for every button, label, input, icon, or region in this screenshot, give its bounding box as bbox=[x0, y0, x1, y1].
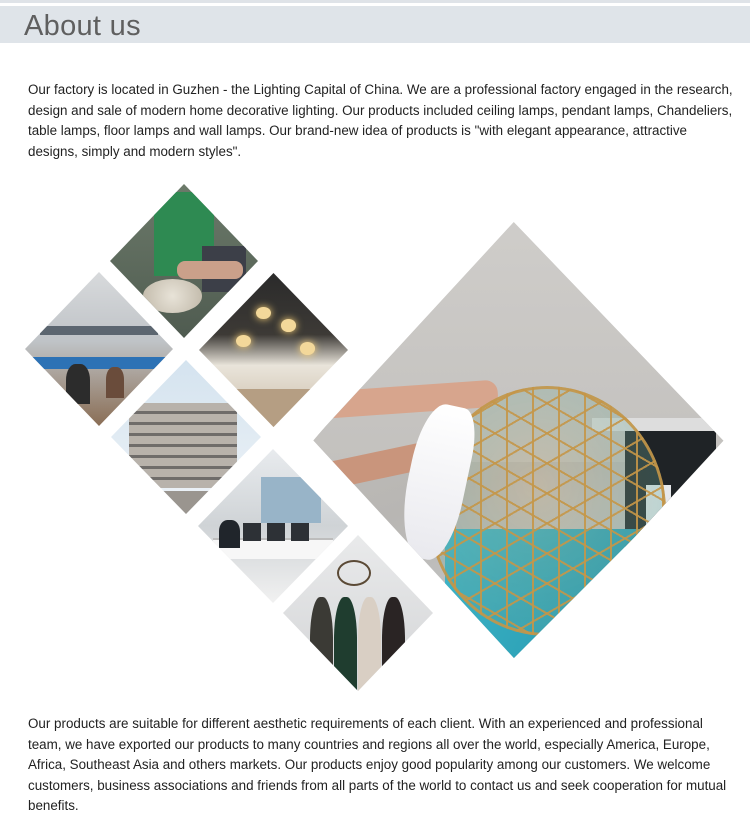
intro-paragraph: Our factory is located in Guzhen - the Lighting Capital of China. We are a professional factory engaged in the research, design and sale of modern home decorative lighting. Our products included ceiling lamps, pendant lamps, Chandeliers, table lamps, floor lamps and wall lamps. Our brand-new idea of products is "with elegant appearance, attractive designs, simply and modern styles". bbox=[28, 82, 733, 159]
page-title: About us bbox=[24, 10, 141, 42]
closing-paragraph: Our products are suitable for different aesthetic requirements of each client. With an experienced and professional team, we have exported our products to many countries and regions all over the world, especially America, Europe, Africa, Southeast Asia and others markets. Our products enjoy good popularity among our customers. We welcome customers, business associations and friends from all parts of the world to contact us and seek cooperation for mutual benefits. bbox=[28, 716, 727, 813]
